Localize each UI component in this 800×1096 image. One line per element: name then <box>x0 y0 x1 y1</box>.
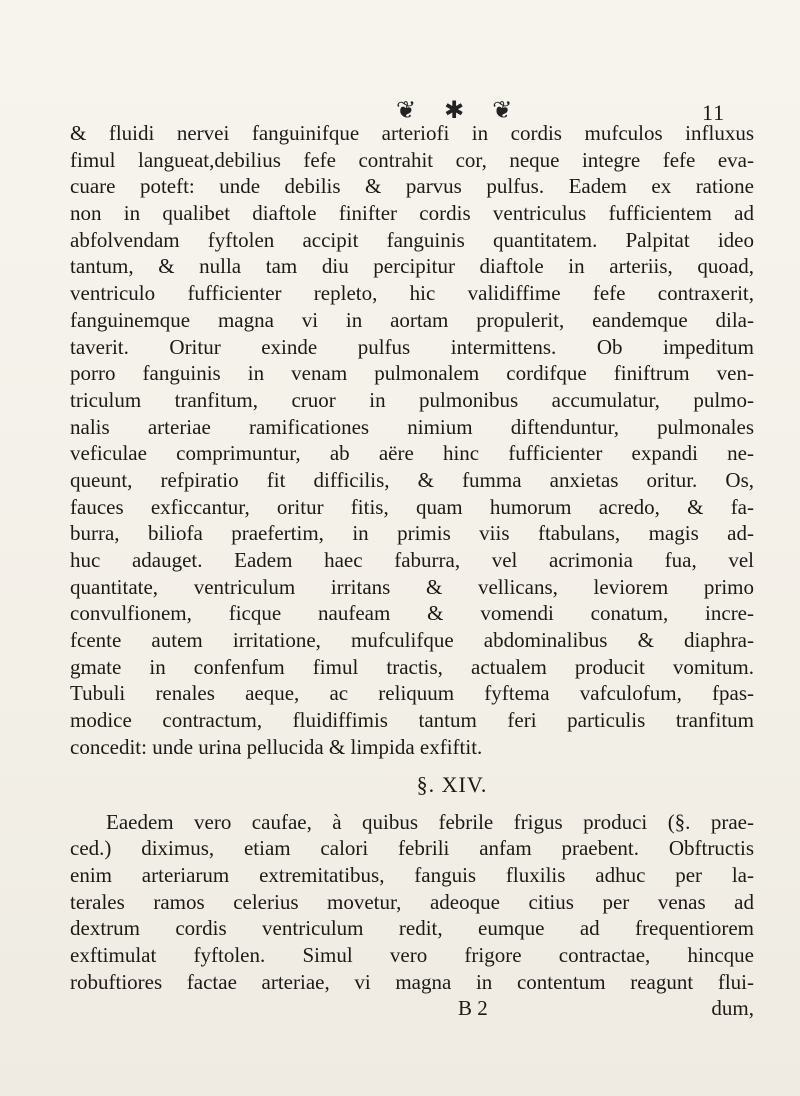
text-line: enim arteriarum extremitatibus, fanguis fluxilis adhuc per la- <box>70 862 754 887</box>
text-line: modice contractum, fluidiffimis tantum feri particulis tranfitum <box>70 708 754 733</box>
text-line: fimul langueat,debilius fefe contrahit cor, neque integre fefe eva- <box>70 147 754 172</box>
text-line: Tubuli renales aeque, ac reliquum fyftema vafculofum, fpas- <box>70 681 754 706</box>
page-footer <box>70 995 754 1022</box>
text-line: veficulae comprimuntur, ab aëre hinc fufficienter expandi ne- <box>70 441 754 466</box>
text-line: huc adauget. Eadem haec faburra, vel acrimonia fua, vel <box>70 548 754 572</box>
text-line: ventriculo fufficienter repleto, hic validiffime fefe contraxerit, <box>70 281 754 306</box>
text-line: concedit: unde urina pellucida & limpida exfiftit. <box>70 734 483 759</box>
signature-mark: B 2 <box>458 996 488 1021</box>
text-line: terales ramos celerius movetur, adeoque citius per venas ad <box>70 889 754 914</box>
text-line: porro fanguinis in venam pulmonalem cordifque finiftrum ven- <box>70 361 754 386</box>
text-line: non in qualibet diaftole finifter cordis ventriculus fufficientem ad <box>70 201 754 226</box>
text-line: fcente autem irritatione, mufculifque abdominalibus & diaphra- <box>70 628 754 653</box>
text-line: tantum, & nulla tam diu percipitur diaftole in arteriis, quoad, <box>70 254 754 279</box>
text-line: robuftiores factae arteriae, vi magna in contentum reagunt flui- <box>70 969 754 994</box>
text-line: & fluidi nervei fanguinifque arteriofi in cordis mufculos influxus <box>70 121 754 145</box>
text-line: taverit. Oritur exinde pulfus intermittens. Ob impeditum <box>70 334 754 359</box>
text-line: convulfionem, ficque naufeam & vomendi conatum, incre- <box>70 601 754 626</box>
asterisk-ornament-icon: ✱ <box>444 98 465 124</box>
text-line: quantitate, ventriculum irritans & vellicans, leviorem primo <box>70 574 754 599</box>
paragraph-2 <box>70 809 754 996</box>
text-line: exftimulat fyftolen. Simul vero frigore contractae, hincque <box>70 942 754 967</box>
section-heading: §. XIV. <box>416 771 488 797</box>
catchword: dum, <box>711 996 754 1021</box>
text-line: cuare poteft: unde debilis & parvus pulfus. Eadem ex ratione <box>70 174 754 199</box>
paragraph-1 <box>70 120 754 761</box>
text-line: dextrum cordis ventriculum redit, eumque ad frequentiorem <box>70 916 754 941</box>
fleuron-right-icon: ❦ <box>492 98 513 124</box>
text-line: nalis arteriae ramificationes nimium diftenduntur, pulmonales <box>70 414 754 439</box>
page-number: 11 <box>702 100 726 125</box>
text-line: Eaedem vero caufae, à quibus febrile frigus produci (§. prae- <box>106 809 754 834</box>
text-line: burra, biliofa praefertim, in primis viis ftabulans, magis ad- <box>70 521 754 546</box>
text-line: triculum tranfitum, cruor in pulmonibus accumulatur, pulmo- <box>70 387 754 412</box>
text-line: ced.) diximus, etiam calori febrili anfam praebent. Obftructis <box>70 836 754 861</box>
text-line: gmate in confenfum fimul tractis, actualem producit vomitum. <box>70 654 754 679</box>
text-line: fanguinemque magna vi in aortam propulerit, eandemque dila- <box>70 307 754 332</box>
text-line: queunt, refpiratio fit difficilis, & fumma anxietas oritur. Os, <box>70 467 754 492</box>
body-text <box>70 120 754 1022</box>
fleuron-left-icon: ❦ <box>396 98 417 124</box>
text-line: fauces exficcantur, oritur fitis, quam humorum acredo, & fa- <box>70 494 754 519</box>
text-line: abfolvendam fyftolen accipit fanguinis quantitatem. Palpitat ideo <box>70 227 754 252</box>
